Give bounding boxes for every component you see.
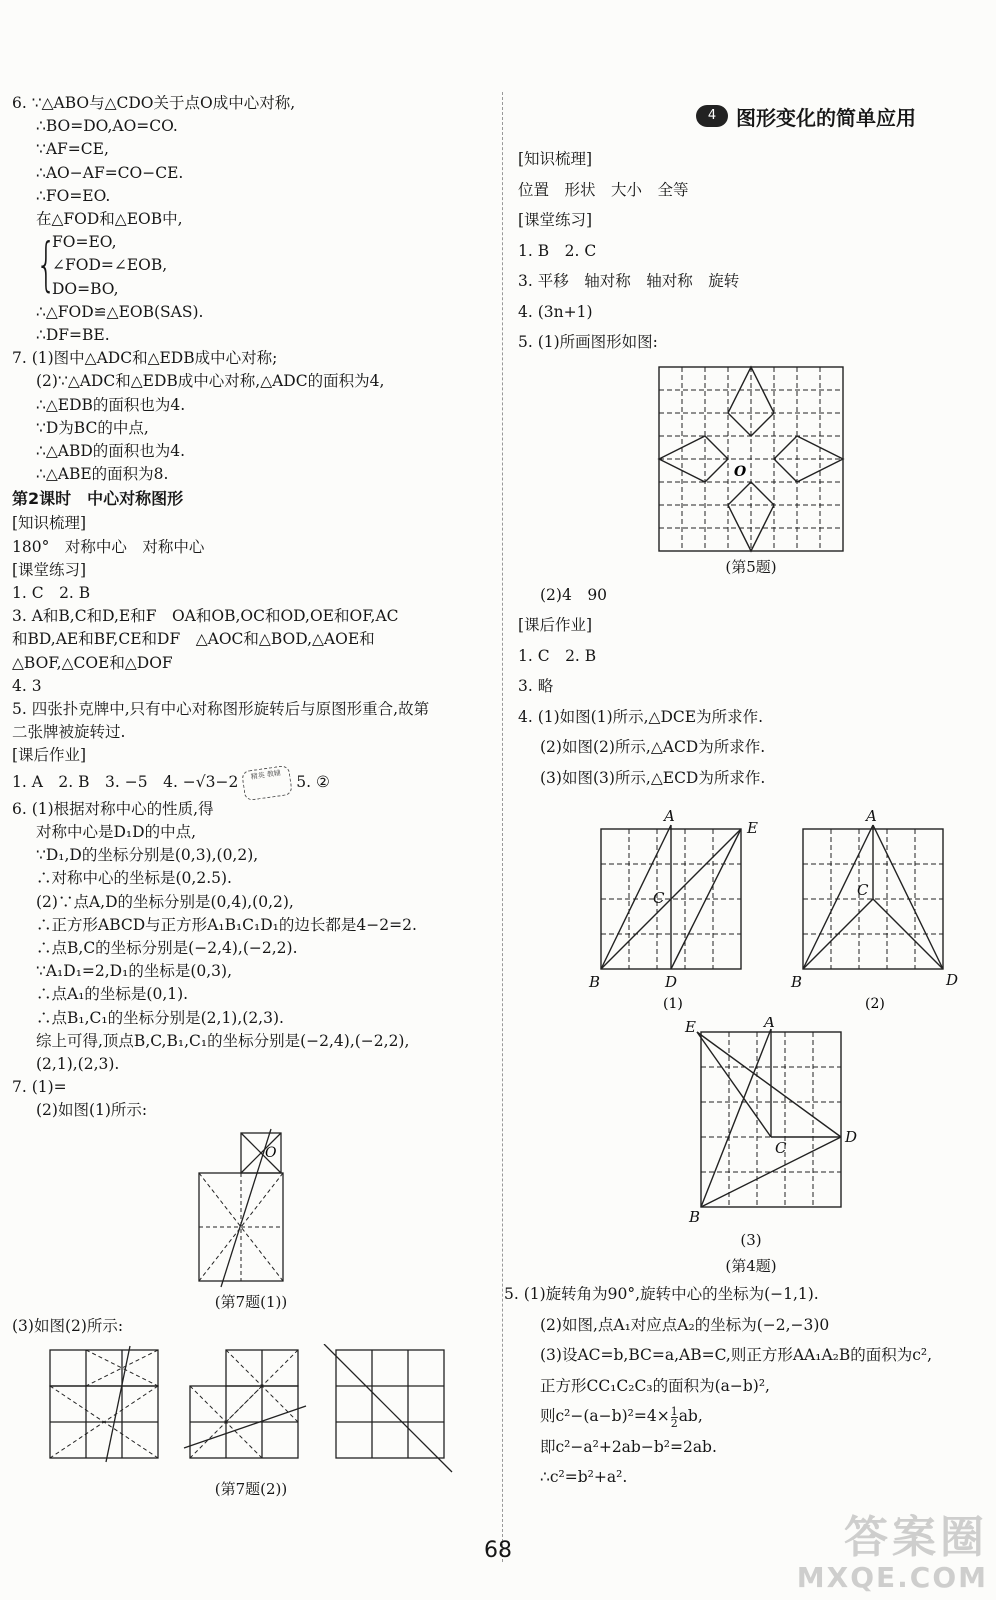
fig4-1-label-b: B <box>589 973 601 991</box>
eq1-prefix: 则c²−(a−b)²=4× <box>540 1407 670 1425</box>
fig4-1-label-c: C <box>653 889 665 907</box>
homework-6-line-3: ∵D₁,D的坐标分别是(0,3),(0,2), <box>36 846 259 865</box>
fig4-3-label-a: A <box>764 1017 775 1031</box>
eq1-suffix: ab, <box>678 1407 703 1425</box>
figure-7-2 <box>20 1344 460 1476</box>
fig4-3-label-c: C <box>775 1139 787 1157</box>
r-homework-5-line-2: (2)如图,点A₁对应点A₂的坐标为(−2,−3)0 <box>540 1315 830 1334</box>
homework-6-line-4: ∴对称中心的坐标是(0,2.5). <box>36 869 232 888</box>
watermark-top: 答案圈 <box>844 1512 988 1563</box>
q6-line-1: 6. ∵△ABO与△CDO关于点O成中心对称, <box>12 94 296 112</box>
fig7-1-label-o: O <box>265 1144 277 1161</box>
r-homework-4-line-3: (3)如图(3)所示,△ECD为所求作. <box>540 768 766 787</box>
r-class-label: [课堂练习] <box>518 211 593 229</box>
homework-6-line-12: (2,1),(2,3). <box>36 1054 120 1073</box>
q6-system-line-3: DO=BO, <box>52 279 119 298</box>
fig4-1-label-e: E <box>747 819 758 837</box>
fig4-2-label-c: C <box>857 881 869 899</box>
r-knowledge-label: [知识梳理] <box>518 150 593 168</box>
r-homework-5-eq-1 <box>518 1401 984 1432</box>
fig4-2-label-d: D <box>946 971 959 989</box>
r-homework-4-line-1: 4. (1)如图(1)所示,△DCE为所求作. <box>518 707 764 726</box>
r-knowledge-answers: 位置 形状 大小 全等 <box>518 180 689 199</box>
r-class-answer-5: 5. (1)所画图形如图: <box>518 333 658 351</box>
homework-6-line-5: (2)∵点A,D的坐标分别是(0,4),(0,2), <box>36 892 294 911</box>
fig4-2-label-a: A <box>866 807 877 825</box>
brace-symbol: { <box>36 230 57 299</box>
homework-label: [课后作业] <box>12 746 87 765</box>
r-homework-3: 3. 略 <box>518 677 554 695</box>
q7-line-1: 7. (1)图中△ADC和△EDB成中心对称; <box>12 349 278 368</box>
r-class-answer-4: 4. (3n+1) <box>518 302 593 321</box>
fig4-3-label-e: E <box>685 1018 696 1036</box>
fig4-sub-3: (3) <box>740 1231 762 1249</box>
q6-end-line-1: ∴△FOD≌△EOB(SAS). <box>36 302 204 321</box>
q7-line-4: ∵D为BC的中点, <box>36 418 149 437</box>
section-number-badge: 4 <box>696 105 728 127</box>
figure-4-panel-3 <box>631 1017 871 1227</box>
homework-6-line-8: ∵A₁D₁=2,D₁的坐标是(0,3), <box>36 962 232 981</box>
class-answer-3-line-3: △BOF,△COE和△DOF <box>12 653 173 672</box>
figure-4-caption: (第4题) <box>725 1257 777 1275</box>
r-class-answer-1: 1. B 2. C <box>518 241 597 260</box>
fig4-sub-1: (1) <box>663 996 683 1012</box>
q6-line-3: ∵AF=CE, <box>36 140 109 159</box>
q6-line-2: ∴BO=DO,AO=CO. <box>36 117 178 136</box>
fig5-label-o: O <box>734 463 747 480</box>
homework-6-line-11: 综上可得,顶点B,C,B₁,C₁的坐标分别是(−2,4),(−2,2), <box>36 1031 410 1050</box>
q6-system-line-2: ∠FOD=∠EOB, <box>52 256 168 275</box>
fraction-half <box>671 1406 678 1429</box>
homework-answer-5: 5. ② <box>296 772 330 791</box>
homework-6-line-6: ∴正方形ABCD与正方形A₁B₁C₁D₁的边长都是4−2=2. <box>36 915 417 934</box>
r-homework-1: 1. C 2. B <box>518 646 597 665</box>
class-answer-4: 4. 3 <box>12 676 42 695</box>
fig4-3-label-b: B <box>689 1208 701 1226</box>
homework-7-3: (3)如图(2)所示: <box>12 1316 124 1335</box>
r-homework-5-eq-2: 即c²−a²+2ab−b²=2ab. <box>540 1437 717 1456</box>
q7-line-6: ∴△ABE的面积为8. <box>36 465 169 484</box>
figure-7-1 <box>151 1127 351 1289</box>
r-homework-5-eq-3: ∴c²=b²+a². <box>540 1468 628 1486</box>
fig4-1-label-a: A <box>664 807 675 825</box>
homework-6-line-10: ∴点B₁,C₁的坐标分别是(2,1),(2,3). <box>36 1008 284 1027</box>
q6-line-6: 在△FOD和△EOB中, <box>36 210 183 229</box>
r-homework-5-line-1: 5. (1)旋转角为90°,旋转中心的坐标为(−1,1). <box>504 1285 819 1303</box>
r-class-answer-3: 3. 平移 轴对称 轴对称 旋转 <box>518 272 740 290</box>
q6-equation-system <box>12 231 490 301</box>
left-column <box>12 92 490 1502</box>
fig4-sub-2: (2) <box>865 996 885 1012</box>
column-divider <box>502 92 503 1562</box>
r-homework-5-line-3: (3)设AC=b,BC=a,AB=C,则正方形AA₁A₂B的面积为c², <box>540 1346 933 1364</box>
class-answer-5-line-1: 5. 四张扑克牌中,只有中心对称图形旋转后与原图形重合,故第 <box>12 700 430 719</box>
r-homework-5-line-4: 正方形CC₁C₂C₃的面积为(a−b)², <box>540 1376 770 1395</box>
fig4-1-label-d: D <box>665 973 678 991</box>
q6-end-line-2: ∴DF=BE. <box>36 326 110 345</box>
q6-line-5: ∴FO=EO. <box>36 186 111 205</box>
figure-4-panels-1-2 <box>541 803 961 1013</box>
q7-line-2: (2)∵△ADC和△EDB成中心对称,△ADC的面积为4, <box>36 372 385 391</box>
section-title: 图形变化的简单应用 <box>736 105 916 130</box>
class-answer-1: 1. C 2. B <box>12 584 91 603</box>
figure-5 <box>651 364 851 554</box>
lesson2-title: 第2课时 中心对称图形 <box>12 489 184 509</box>
q7-line-5: ∴△ABD的面积也为4. <box>36 442 186 461</box>
homework-7-line-1: 7. (1)= <box>12 1078 67 1097</box>
section-heading <box>628 96 984 136</box>
watermark-bottom: MXQE.COM <box>796 1561 988 1594</box>
figure-7-1-caption: (第7题(1)) <box>214 1292 288 1311</box>
figure-7-2-caption: (第7题(2)) <box>214 1479 288 1498</box>
class-answer-5-line-2: 二张牌被旋转过. <box>12 723 126 742</box>
class-practice-label: [课堂练习] <box>12 560 87 579</box>
figure-5-caption: (第5题) <box>725 557 777 576</box>
fraction-denominator: 2 <box>670 1416 678 1430</box>
homework-6-line-7: ∴点B,C的坐标分别是(−2,4),(−2,2). <box>36 938 298 957</box>
knowledge-label: [知识梳理] <box>12 514 87 533</box>
homework-6-line-1: 6. (1)根据对称中心的性质,得 <box>12 799 214 818</box>
r-homework-4-line-2: (2)如图(2)所示,△ACD为所求作. <box>540 738 766 756</box>
page-number: 68 <box>484 1538 512 1563</box>
q6-system-line-1: FO=EO, <box>52 233 117 252</box>
r-homework-label: [课后作业] <box>518 616 593 634</box>
class-answer-3-line-2: 和BD,AE和BF,CE和DF △AOC和△BOD,△AOE和 <box>12 630 375 649</box>
fig4-2-label-b: B <box>791 973 803 991</box>
homework-6-line-2: 对称中心是D₁D的中点, <box>36 822 196 841</box>
homework-6-line-9: ∴点A₁的坐标是(0,1). <box>36 985 189 1004</box>
homework-answer-1-4: 1. A 2. B 3. −5 4. −√3−2 <box>12 772 239 791</box>
publisher-stamp: 精英 教辅 <box>241 764 293 800</box>
fraction-numerator: 1 <box>670 1404 678 1418</box>
right-column <box>504 96 984 1493</box>
site-watermark <box>796 1512 988 1594</box>
r-class-answer-5-2: (2)4 90 <box>540 585 608 604</box>
class-answer-3-line-1: 3. A和B,C和D,E和F OA和OB,OC和OD,OE和OF,AC <box>12 607 399 626</box>
q7-line-3: ∴△EDB的面积也为4. <box>36 395 186 414</box>
fig4-3-label-d: D <box>845 1128 858 1146</box>
homework-7-line-2: (2)如图(1)所示: <box>36 1101 148 1120</box>
homework-answer-1 <box>12 768 490 798</box>
q6-line-4: ∴AO−AF=CO−CE. <box>36 163 184 182</box>
knowledge-answers: 180° 对称中心 对称中心 <box>12 537 205 556</box>
